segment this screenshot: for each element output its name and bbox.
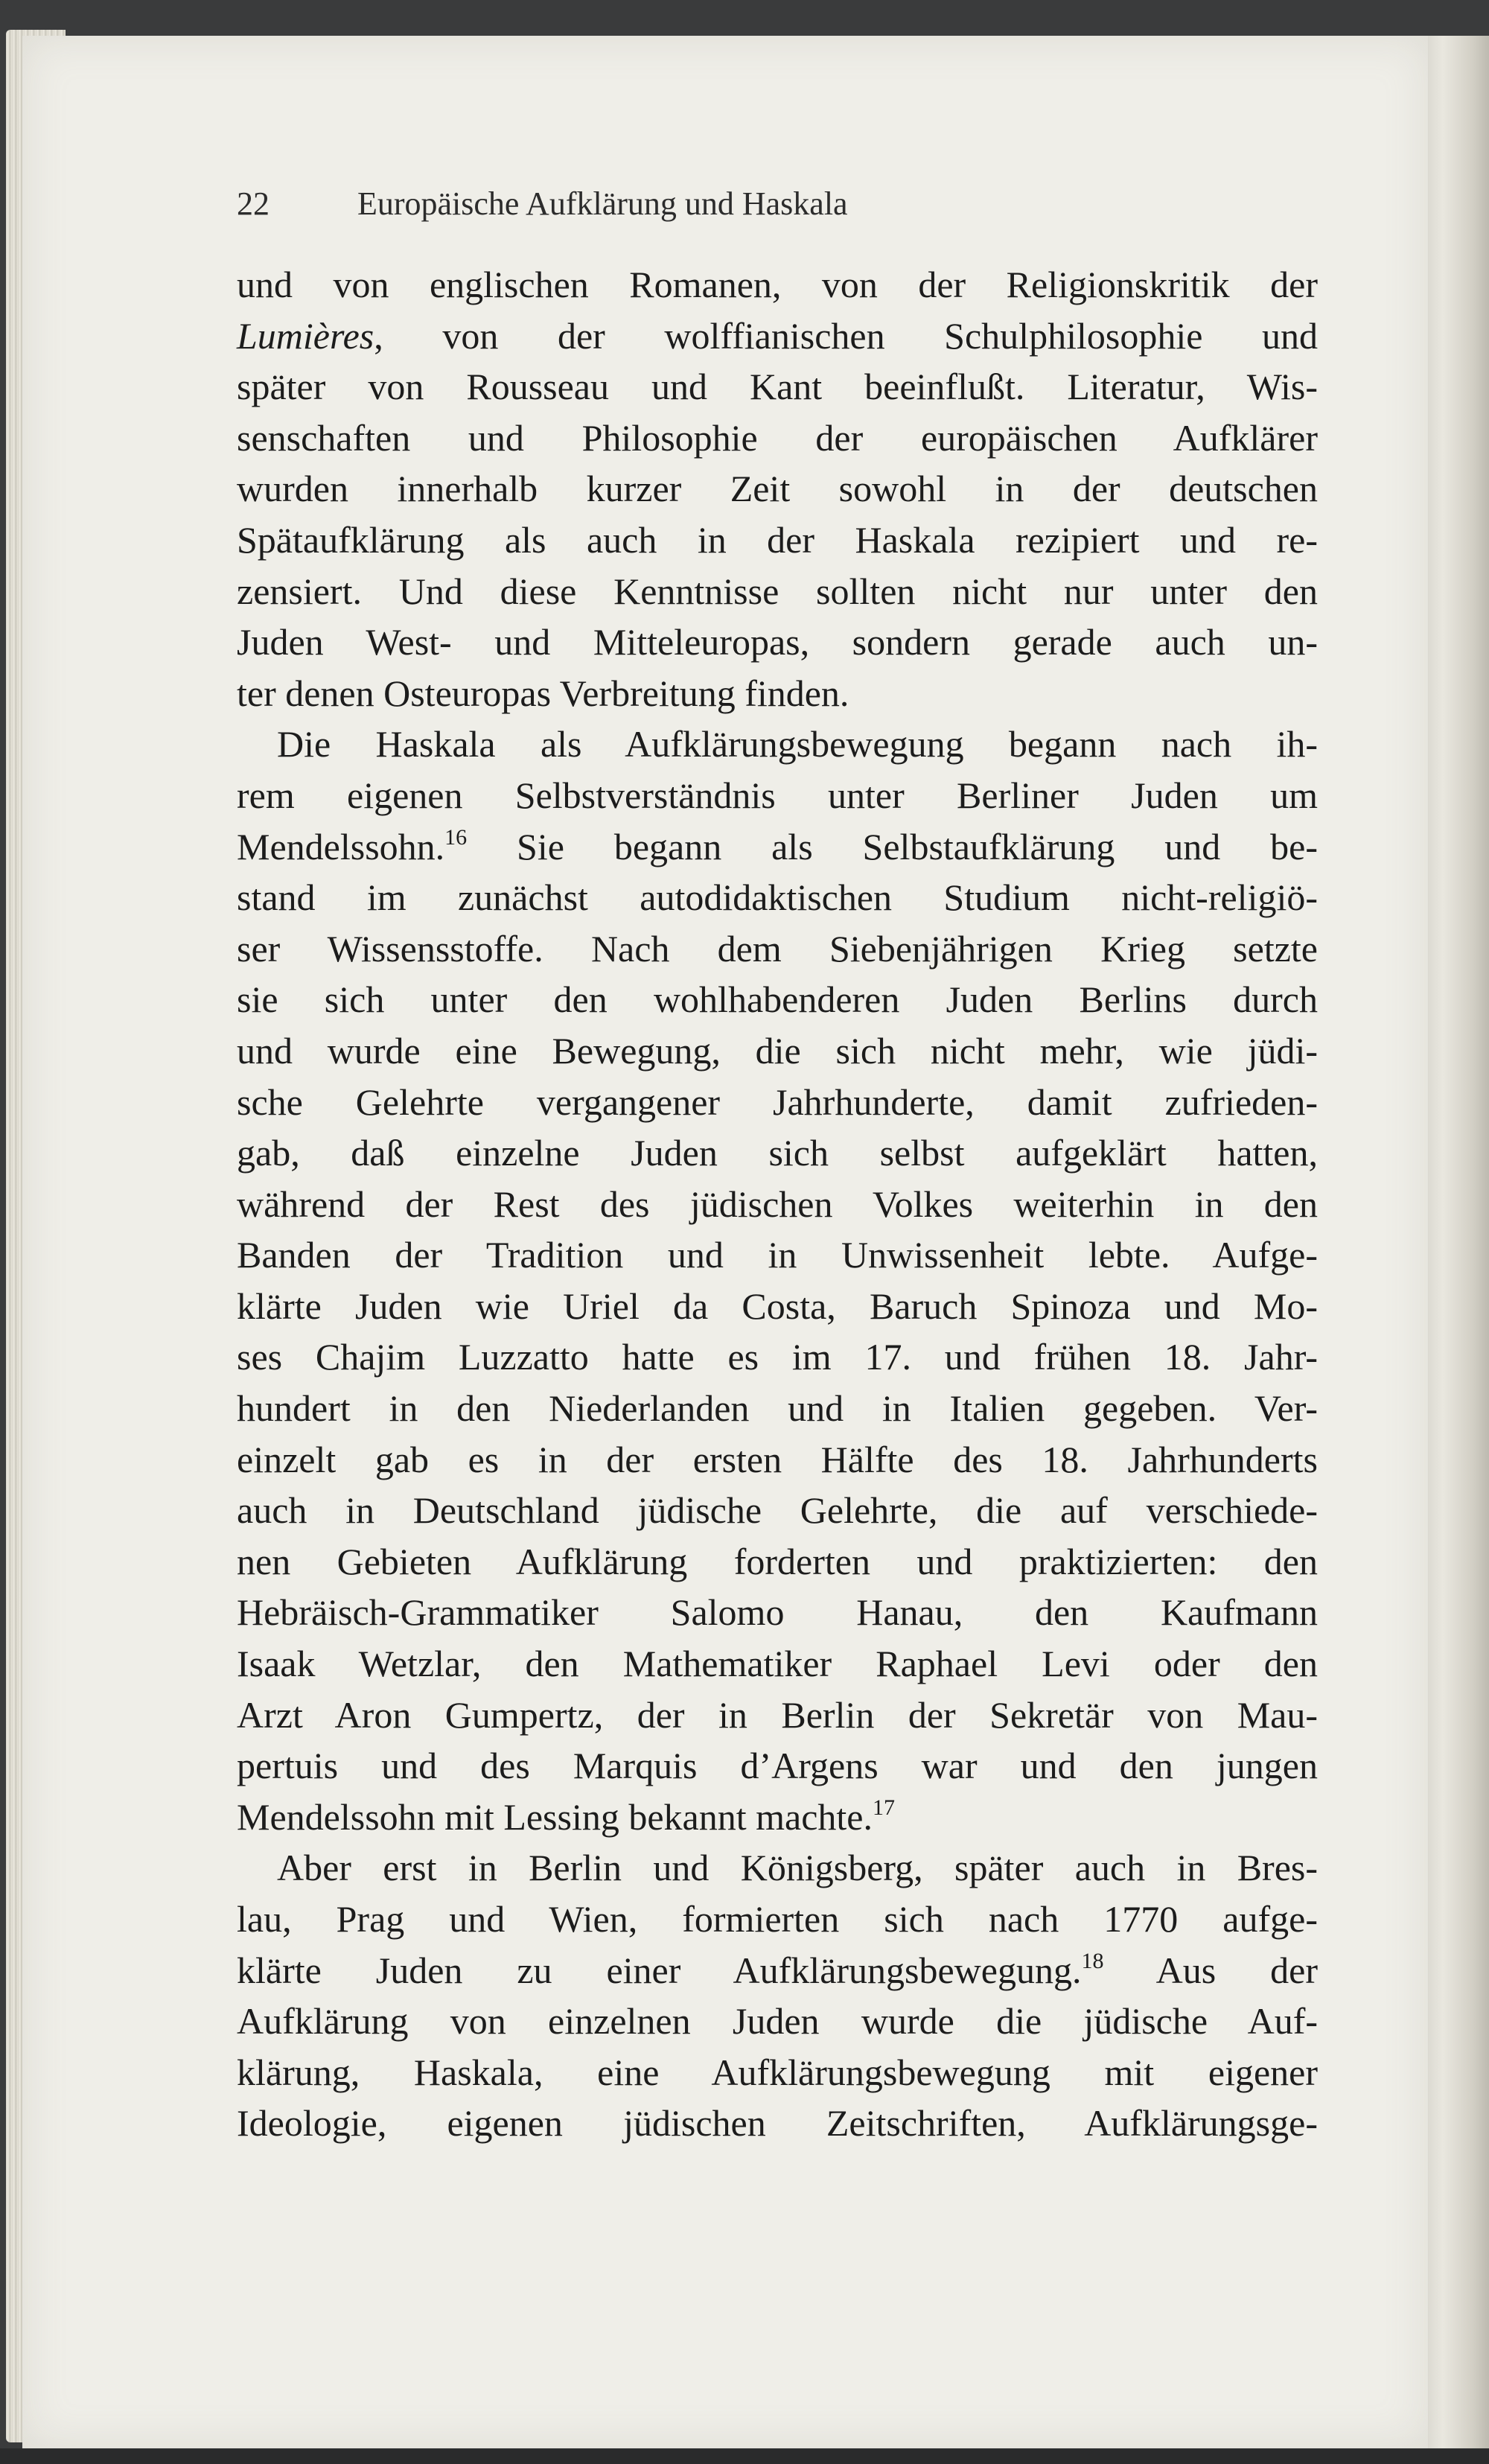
footnote-marker: 17 <box>873 1795 896 1820</box>
text-run: und wurde eine Bewegung, die sich nicht mehr, wie jüdi- <box>237 1029 1318 1072</box>
paragraph <box>237 259 1318 719</box>
text-run: pertuis und des Marquis d’Argens war und den jungen <box>237 1745 1318 1787</box>
page-number: 22 <box>237 185 270 222</box>
text-run: Isaak Wetzlar, den Mathematiker Raphael Levi oder den <box>237 1643 1318 1685</box>
text-run: Aus der <box>1103 1949 1318 1991</box>
text-run: Hebräisch-Grammatiker Salomo Hanau, den Kaufmann <box>237 1591 1318 1634</box>
text-run: Sie begann als Selbstaufklärung und be- <box>467 825 1318 868</box>
text-run: zensiert. Und diese Kenntnisse sollten nicht nur unter den <box>237 570 1318 612</box>
running-head <box>237 182 1316 226</box>
text-run: ser Wissensstoffe. Nach dem Siebenjährigen Krieg setzte <box>237 927 1318 970</box>
text-run: gab, daß einzelne Juden sich selbst aufgeklärt hatten, <box>237 1132 1318 1174</box>
text-line <box>237 463 1318 515</box>
text-run: klärung, Haskala, eine Aufklärungsbewegung mit eigener <box>237 2051 1318 2093</box>
footnote-marker: 18 <box>1081 1948 1104 1973</box>
text-line <box>237 1025 1318 1077</box>
running-title: Europäische Aufklärung und Haskala <box>357 185 848 222</box>
body-text <box>237 259 1318 2149</box>
text-line <box>237 1587 1318 1638</box>
text-line <box>237 1842 1318 1894</box>
text-run: später von Rousseau und Kant beeinflußt. Literatur, Wis- <box>237 366 1318 408</box>
text-run: ter denen Osteuropas Verbreitung finden. <box>237 672 849 714</box>
text-run: ses Chajim Luzzatto hatte es im 17. und frühen 18. Jahr- <box>237 1336 1318 1378</box>
text-run: und von englischen Romanen, von der Religionskritik der <box>237 264 1318 305</box>
text-run: Spätaufklärung als auch in der Haskala rezipiert und re- <box>237 518 1318 561</box>
text-line <box>237 923 1318 975</box>
text-run: senschaften und Philosophie der europäischen Aufklärer <box>237 416 1318 459</box>
text-run: klärte Juden wie Uriel da Costa, Baruch Spinoza und Mo- <box>237 1284 1318 1327</box>
text-line <box>237 1485 1318 1536</box>
text-line <box>237 259 1318 311</box>
text-line <box>237 1740 1318 1792</box>
text-run: stand im zunächst autodidaktischen Studium nicht-religiö- <box>237 876 1318 919</box>
text-line <box>237 1690 1318 1741</box>
text-run: auch in Deutschland jüdische Gelehrte, die auf verschiede- <box>237 1489 1318 1532</box>
text-line <box>237 1229 1318 1281</box>
text-line <box>237 2098 1318 2149</box>
text-line <box>237 1383 1318 1434</box>
text-run: Die Haskala als Aufklärungsbewegung begann nach ih- <box>277 723 1318 765</box>
text-run: wurden innerhalb kurzer Zeit sowohl in der deutschen <box>237 468 1318 510</box>
text-line <box>237 1638 1318 1690</box>
text-run: Mendelssohn mit Lessing bekannt machte. <box>237 1795 873 1838</box>
paragraph <box>237 1842 1318 2149</box>
text-run: Arzt Aron Gumpertz, der in Berlin der Sekretär von Mau- <box>237 1693 1318 1736</box>
text-run: Aber erst in Berlin und Königsberg, später auch in Bres- <box>277 1847 1318 1889</box>
text-line <box>237 1996 1318 2047</box>
text-line <box>237 872 1318 923</box>
text-line <box>237 1331 1318 1383</box>
text-run: hundert in den Niederlanden und in Italien gegeben. Ver- <box>237 1387 1318 1430</box>
text-line <box>237 668 1318 719</box>
text-line <box>237 311 1318 362</box>
text-run: Juden West- und Mitteleuropas, sondern gerade auch un- <box>237 621 1318 663</box>
text-run: Banden der Tradition und in Unwissenheit lebte. Aufge- <box>237 1234 1318 1276</box>
paragraph <box>237 719 1318 1842</box>
text-line <box>237 821 1318 873</box>
text-run: nen Gebieten Aufklärung forderten und praktizierten: den <box>237 1540 1318 1582</box>
footnote-marker: 16 <box>444 824 468 850</box>
text-line <box>237 1434 1318 1486</box>
text-line <box>237 413 1318 464</box>
text-run: klärte Juden zu einer Aufklärungsbewegung. <box>237 1949 1082 1991</box>
text-line <box>237 1077 1318 1128</box>
text-run: Mendelssohn. <box>237 825 445 868</box>
text-line <box>237 515 1318 566</box>
text-line <box>237 2047 1318 2098</box>
text-run: einzelt gab es in der ersten Hälfte des 18. Jahrhunderts <box>237 1438 1318 1480</box>
text-line <box>237 1281 1318 1332</box>
text-run: , von der wolffianischen Schulphilosophie und <box>374 314 1318 357</box>
text-run: Aufklärung von einzelnen Juden wurde die jüdische Auf- <box>237 2000 1318 2043</box>
text-line <box>237 1127 1318 1179</box>
text-run: während der Rest des jüdischen Volkes weiterhin in den <box>237 1182 1318 1225</box>
text-line <box>237 1894 1318 1945</box>
text-line <box>237 617 1318 668</box>
text-run: Ideologie, eigenen jüdischen Zeitschriften, Aufklärungsge- <box>237 2102 1318 2145</box>
text-line <box>237 1945 1318 1996</box>
text-run: lau, Prag und Wien, formierten sich nach 1770 aufge- <box>237 1898 1318 1940</box>
scanner-bed <box>0 2448 1489 2464</box>
text-line <box>237 974 1318 1025</box>
text-line <box>237 770 1318 821</box>
text-line <box>237 1536 1318 1588</box>
text-line <box>237 719 1318 770</box>
italic-term: Lumières <box>237 314 374 357</box>
text-line <box>237 566 1318 617</box>
text-line <box>237 1792 1318 1843</box>
text-run: rem eigenen Selbstverständnis unter Berliner Juden um <box>237 774 1318 816</box>
text-run: sche Gelehrte vergangener Jahrhunderte, damit zufrieden- <box>237 1080 1318 1123</box>
facing-page-edge <box>1428 36 1489 2448</box>
text-run: sie sich unter den wohlhabenderen Juden Berlins durch <box>237 978 1318 1021</box>
text-line <box>237 1179 1318 1230</box>
text-line <box>237 361 1318 413</box>
